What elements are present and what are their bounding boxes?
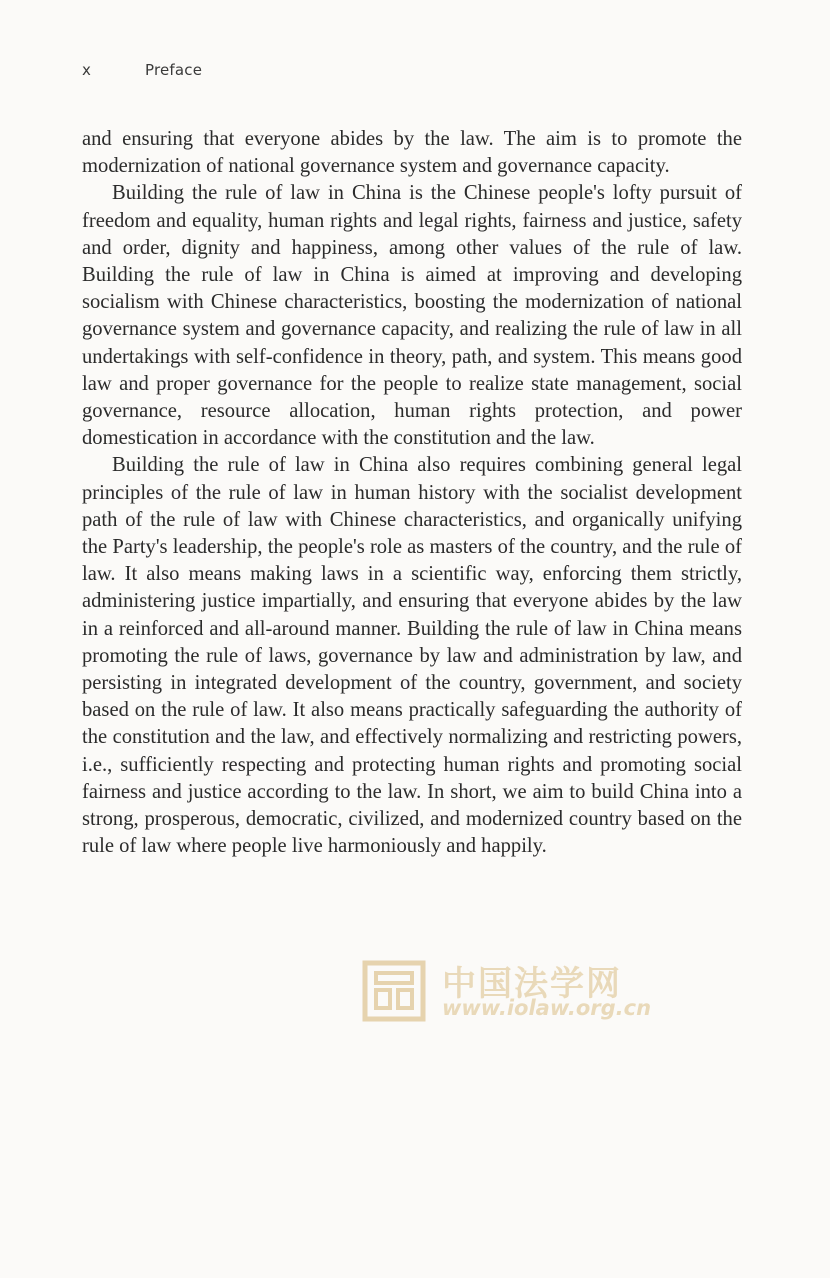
running-header	[82, 61, 202, 79]
running-title: Preface	[144, 61, 203, 79]
body-text	[82, 126, 742, 860]
watermark-chinese-text: 中国法学网	[442, 964, 622, 1004]
paragraph: Building the rule of law in China also requires combining general legal principles of the rule of law in human history with the socialist development path of the rule of law with Chinese characteristics, and organically unifying the Party's leadership, the people's role as masters of the country, and the rule of law. It also means making laws in a scientific way, enforcing them strictly, administering justice impartially, and ensuring that everyone abides by the law in a reinforced and all-around manner. Building the rule of law in China means promoting the rule of laws, governance by law and administration by law, and persisting in integrated development of the country, government, and society based on the rule of law. It also means practically safeguarding the authority of the constitution and the law, and effectively normalizing and restricting powers, i.e., sufficiently respecting and protecting human rights and promoting social fairness and justice according to the law. In short, we aim to build China into a strong, prosperous, democratic, civilized, and modernized country based on the rule of law where people live harmoniously and happily.	[82, 454, 742, 858]
watermark-logo-icon	[362, 960, 426, 1022]
paragraph: Building the rule of law in China is the Chinese people's lofty pursuit of freedom and equality, human rights and legal rights, fairness and justice, safety and order, dignity and happiness, among other values of the rule of law. Building the rule of law in China is aimed at improving and developing socialism with Chinese characteristics, boosting the modernization of national governance system and governance capacity, and realizing the rule of law in all undertakings with self-confidence in theory, path, and system. This means good law and proper governance for the people to realize state management, social governance, resource allocation, human rights protection, and power domestication in accordance with the constitution and the law.	[82, 182, 742, 450]
watermark-url: www.iolaw.org.cn	[442, 996, 652, 1020]
paragraph-continued: and ensuring that everyone abides by the law. The aim is to promote the modernization of national governance system and governance capacity.	[82, 128, 742, 178]
page-number: x	[82, 61, 92, 79]
watermark	[362, 958, 662, 1028]
